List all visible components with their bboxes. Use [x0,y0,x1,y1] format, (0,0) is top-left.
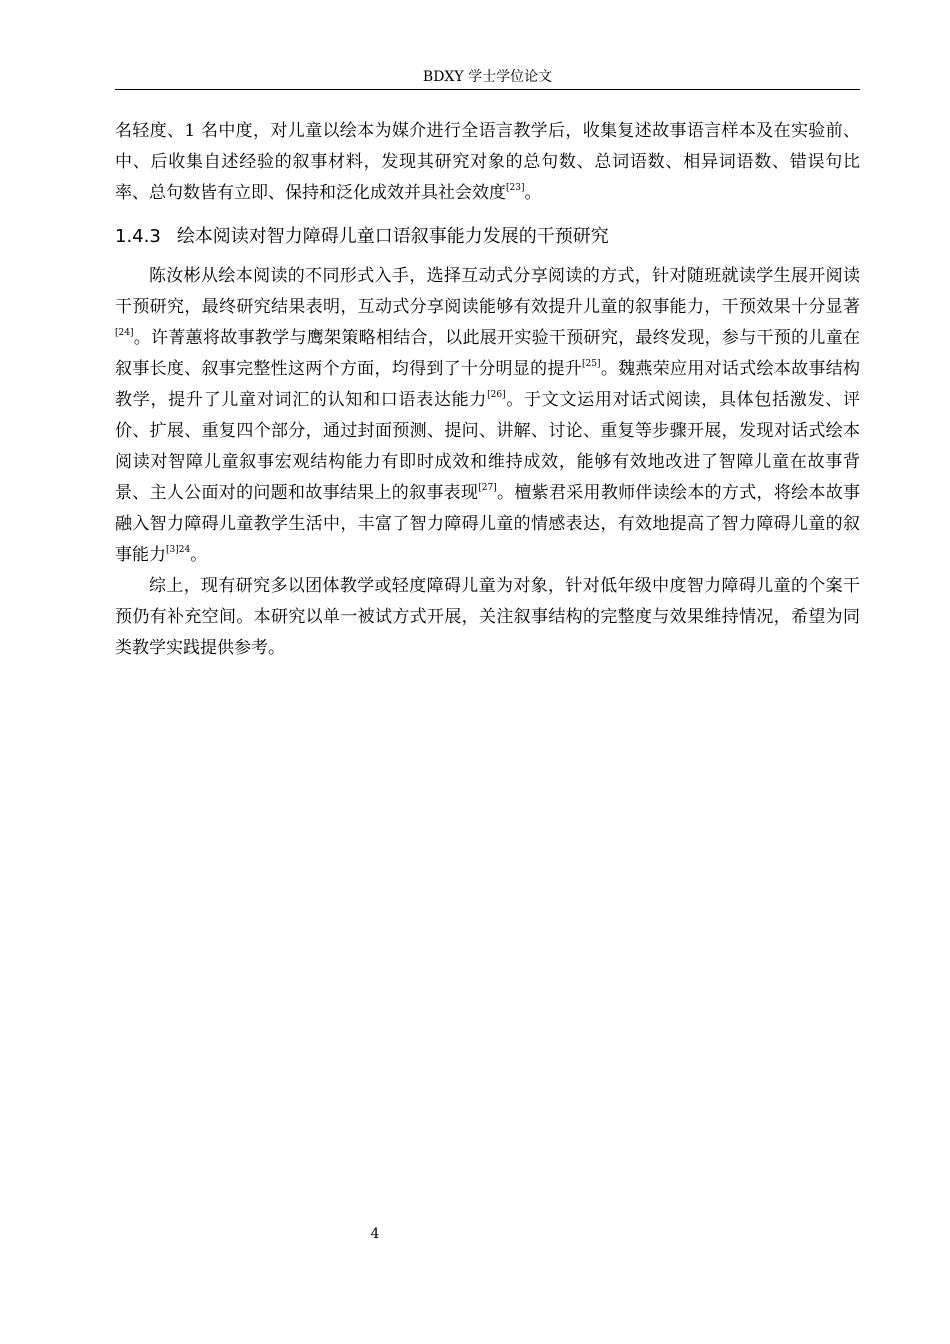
paragraph-end: 。 [524,183,542,203]
paragraph-continuation [115,116,860,209]
sentence: 。檀紫君采用教师伴读绘本的方式，将绘本故事融入智力障碍儿童教学生活中，丰富了智力障碍儿童的情感表达，有效地提高了智力障碍儿童的叙事能力 [115,483,861,565]
citation[interactable]: [24] [115,328,134,338]
paragraph-text: 名轻度、1 名中度，对儿童以绘本为媒介进行全语言教学后，收集复述故事语言样本及在实验前、中、后收集自述经验的叙事材料，发现其研究对象的总句数、总词语数、相异词语数、错误句比率、总句数皆有立即、保持和泛化成效并具社会效度 [115,121,860,203]
sentence: 。 [190,545,208,565]
body-content [115,116,860,664]
running-header: BDXY 学士学位论文 [422,69,553,85]
sentence: 。于文文运用对话式阅读，具体包括激发、评价、扩展、重复四个部分，通过封面预测、提问、讲解、讨论、重复等步骤开展，发现对话式绘本阅读对智障儿童叙事宏观结构能力有即时成效和维持成效，能够有效地改进了智障儿童在故事背景、主人公面对的问题和故事结果上的叙事表现 [115,390,861,503]
paragraph-summary: 综上，现有研究多以团体教学或轻度障碍儿童为对象，针对低年级中度智力障碍儿童的个案干预仍有补充空间。本研究以单一被试方式开展，关注叙事结构的完整度与效果维持情况，希望为同类教学实践提供参考。 [115,576,860,658]
sentence: 陈汝彬从绘本阅读的不同形式入手，选择互动式分享阅读的方式，针对随班就读学生展开阅读干预研究，最终研究结果表明，互动式分享阅读能够有效提升儿童的叙事能力，干预效果十分显著 [115,266,860,317]
citation[interactable]: [23] [506,183,525,193]
page-number: 4 [370,1226,380,1242]
section-heading [115,222,860,252]
paragraph-literature [115,261,860,571]
section-title: 绘本阅读对智力障碍儿童口语叙事能力发展的干预研究 [176,226,609,247]
sentence: 。魏燕荣应用对话式绘本故事结构教学，提升了儿童对词汇的认知和口语表达能力 [115,359,861,410]
section-number: 1.4.3 [115,226,161,247]
header-rule [115,89,860,90]
citation[interactable]: [25] [582,359,601,369]
citation[interactable]: [3]24 [166,545,191,555]
citation[interactable]: [27] [478,483,497,493]
citation[interactable]: [26] [487,390,506,400]
sentence: 。许菁蕙将故事教学与鹰架策略相结合，以此展开实验干预研究，最终发现，参与干预的儿童在叙事长度、叙事完整性这两个方面，均得到了十分明显的提升 [115,328,860,379]
